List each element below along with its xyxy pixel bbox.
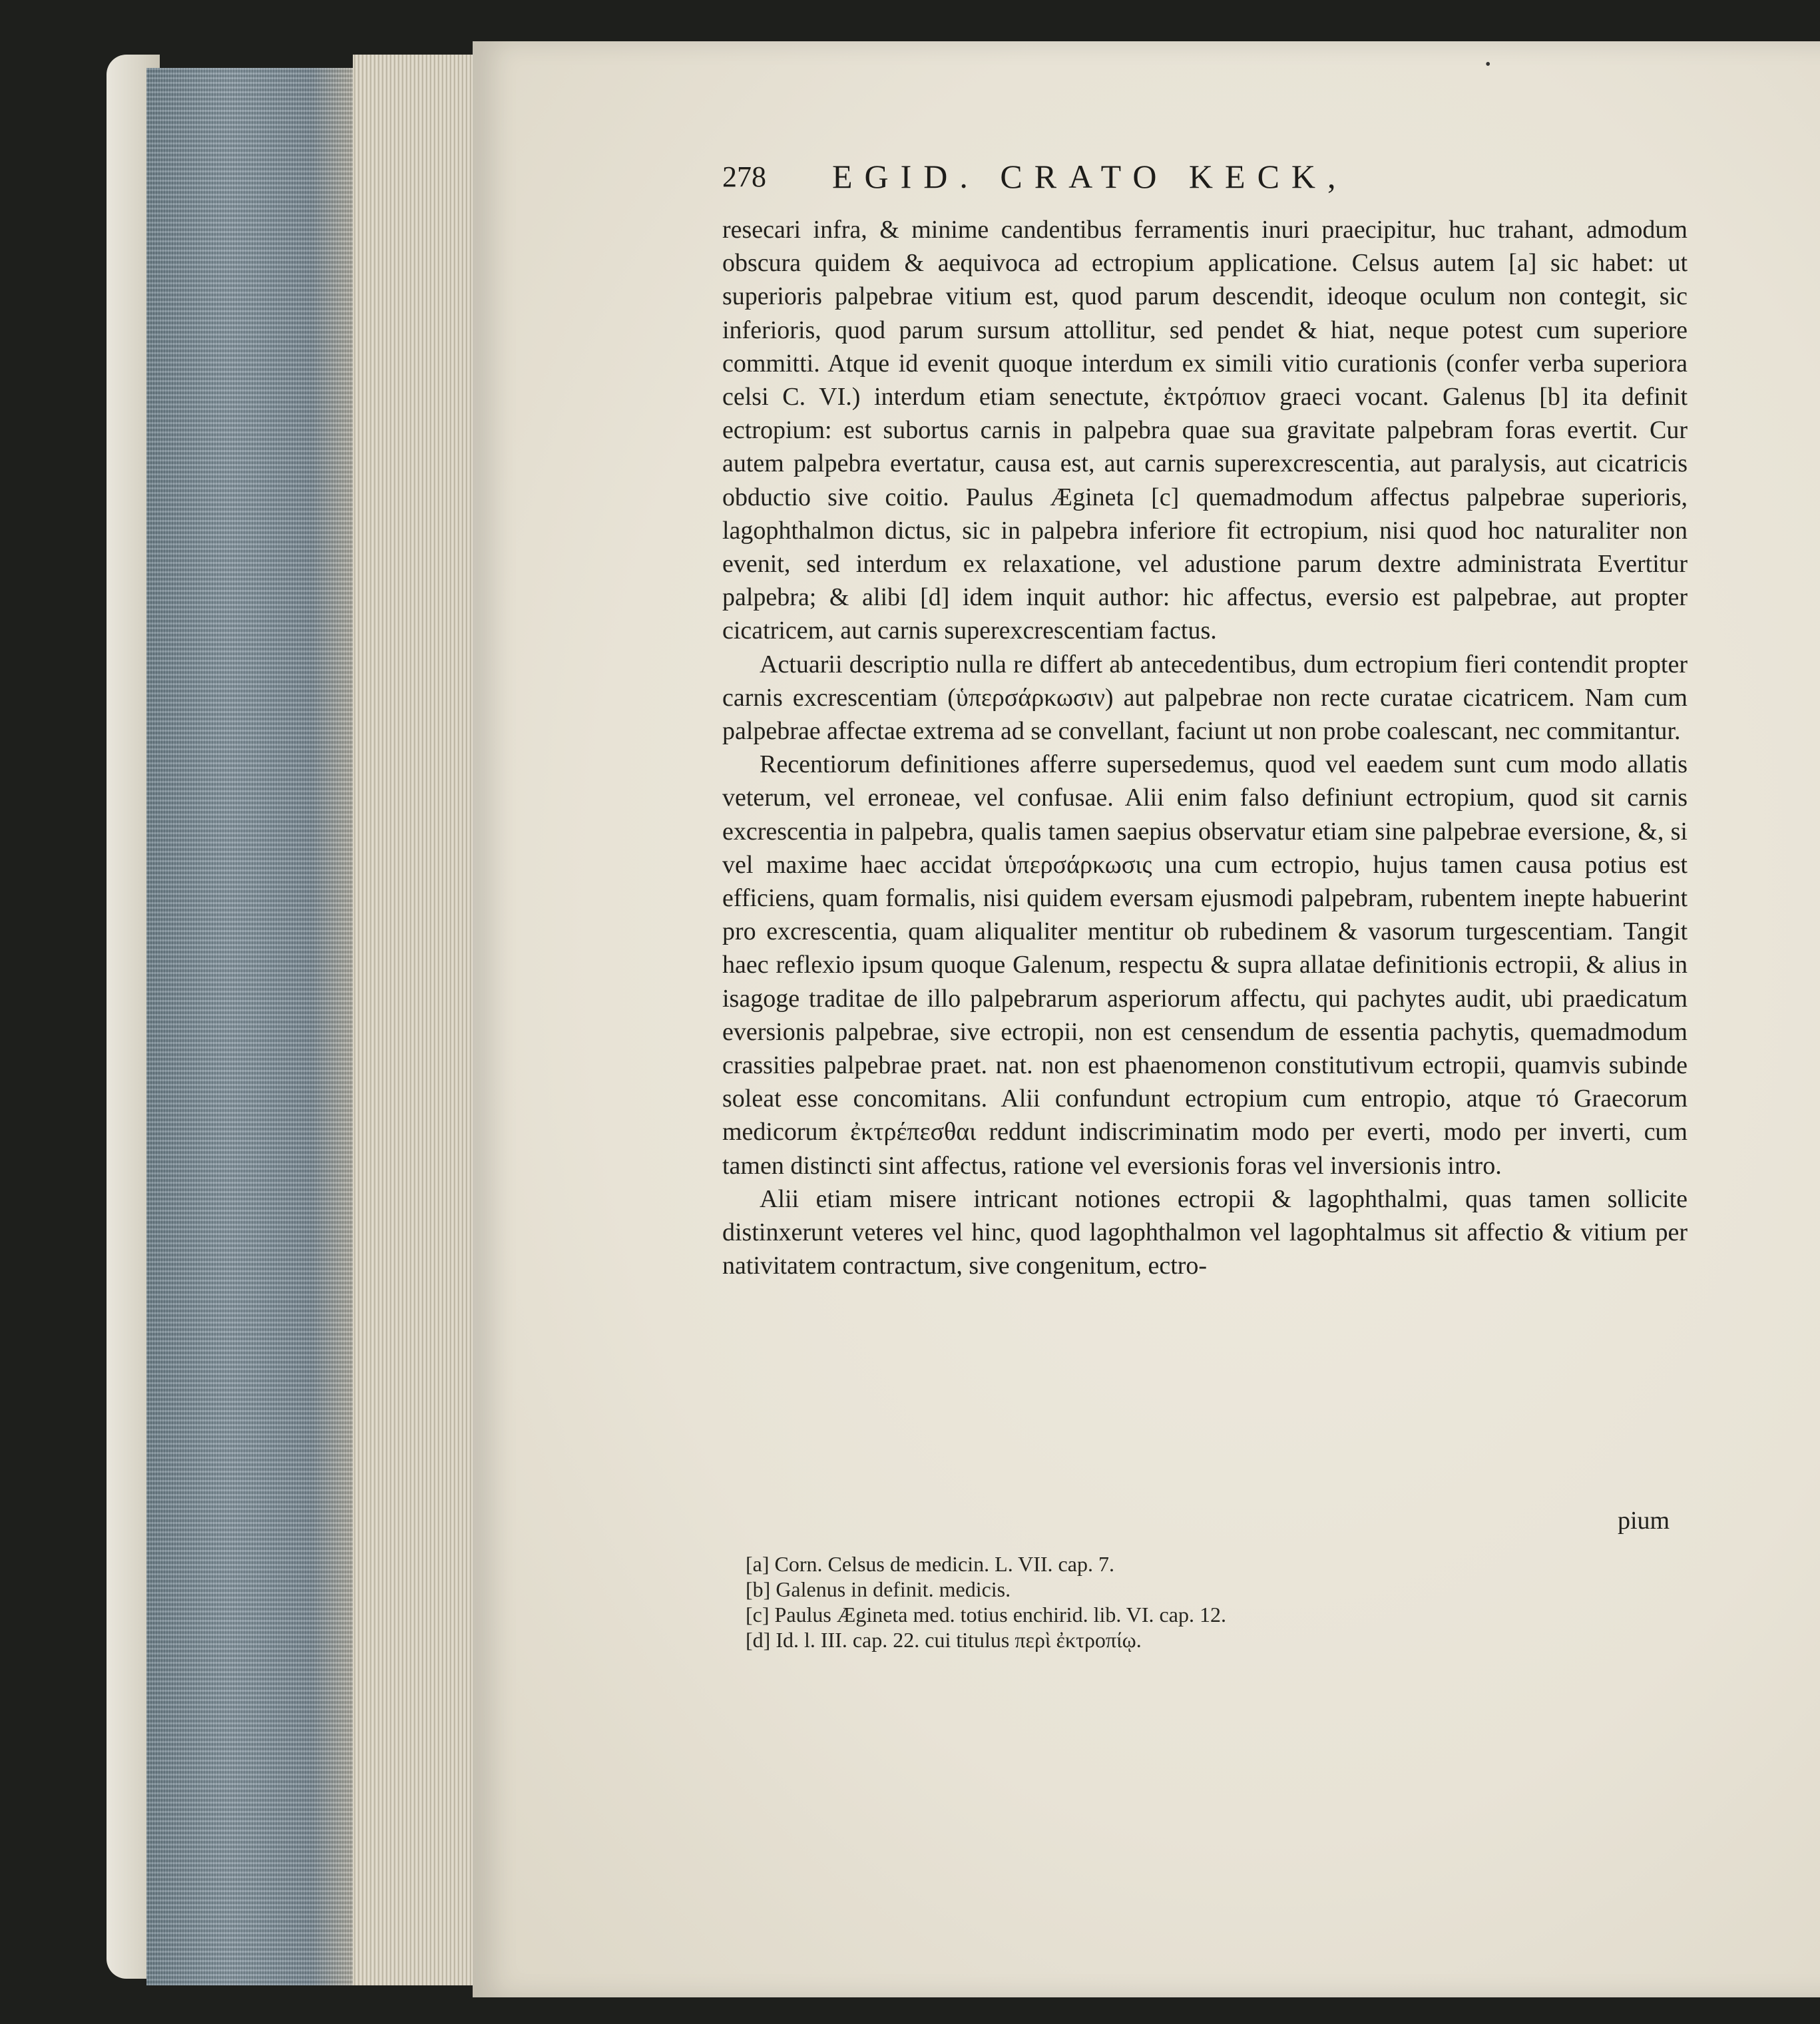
running-head-title: EGID. CRATO KECK, [832, 158, 1348, 195]
paragraph: Alii etiam misere intricant notiones ectropii & lagophthalmi, quas tamen sollicite distinxerunt veteres vel hinc, quod lagophthalmon vel lagophtalmus sit affectio & vitium per nativitatem contractum, sive congenitum, ectro- [722, 1184, 1688, 1280]
running-head [722, 160, 1488, 206]
paragraph: Recentiorum definitiones afferre supersedemus, quod vel eaedem sunt cum modo allatis veterum, vel erroneae, vel confusae. Alii enim falso definiunt ectropium, quod sit carnis excrescentia in palpebra, qualis tamen saepius observatur etiam sine palpebrae eversione, &, si vel maxime haec accidat ὑπερσάρκωσις una cum ectropio, hujus tamen causa potius est efficiens, quam formalis, nisi quidem eversam ejusmodi palpebram, rubentem inepte habuerint pro excrescentia, quam aliqualiter mentitur ob rubedinem & vasorum turgescentiam. Tangit haec reflexio ipsum quoque Galenum, respectu & supra allatae definitionis ectropii, & alius in isagoge traditae de illo palpebrarum asperiorum affectu, qui pachytes audit, ubi praedicatum eversionis palpebrae, sive ectropii, non est censendum de essentia pachytis, quemadmodum crassities palpebrae praet. nat. non est phaenomenon constitutivum ectropii, quamvis subinde soleat esse concomitans. Alii confundunt ectropium cum entropio, atque τό Graecorum medicorum ἐκτρέπεσθαι reddunt indiscriminatim modo per everti, modo per inverti, cum tamen distincti sint affectus, ratione vel eversionis foras vel inversionis intro. [722, 750, 1688, 1180]
main-text [722, 213, 1688, 1283]
page-block-edge [146, 68, 353, 1985]
paragraph: resecari infra, & minime candentibus ferramentis inuri praecipitur, huc trahant, admodum obscura quidem & aequivoca ad ectropium applicatione. Celsus autem [a] sic habet: ut superioris palpebrae vitium est, quod parum descendit, ideoque oculum non contegit, sic inferioris, quod parum sursum attollitur, sed pendet & hiat, neque potest cum superiore committi. Atque id evenit quoque interdum ex simili vitio curationis (confer verba superiora celsi C. VI.) interdum etiam senectute, ἐκτρόπιον graeci vocant. Galenus [b] ita definit ectropium: est subortus carnis in palpebra quae sua gravitate palpebram foras evertit. Cur autem palpebra evertatur, causa est, aut carnis superexcrescentia, aut paralysis, aut cicatricis obductio sive coitio. Paulus Ægineta [c] quemadmodum affectus palpebrae superioris, lagophthalmon dictus, sic in palpebra inferiore fit ectropium, nisi quod hoc naturaliter non evenit, sed interdum ex relaxatione, vel adustione parum dextre administrata Evertitur palpebra; & alibi [d] idem inquit author: hic affectus, eversio est palpebrae, aut propter cicatricem, aut carnis superexcrescentiam factus. [722, 216, 1688, 645]
page-number: 278 [722, 160, 766, 193]
footnote: [b] Galenus in definit. medicis. [746, 1577, 1011, 1601]
footnote: [a] Corn. Celsus de medicin. L. VII. cap. 7. [746, 1552, 1114, 1576]
footnote: [c] Paulus Ægineta med. totius enchirid. lib. VI. cap. 12. [746, 1603, 1226, 1627]
footnotes [746, 1551, 1544, 1652]
paragraph: Actuarii descriptio nulla re differt ab antecedentibus, dum ectropium fieri contendit propter carnis excrescentiam (ὑπερσάρκωσιν) aut palpebrae non recte curatae cicatricem. Nam cum palpebrae affectae extrema ad se convellant, faciunt ut non probe coalescant, nec commitantur. [722, 650, 1688, 746]
catchword: pium [1618, 1507, 1670, 1535]
top-mark: • [1485, 56, 1491, 73]
page-stack [353, 55, 473, 1985]
footnote: [d] Id. l. III. cap. 22. cui titulus περὶ ἐκτροπίῳ. [746, 1628, 1142, 1652]
